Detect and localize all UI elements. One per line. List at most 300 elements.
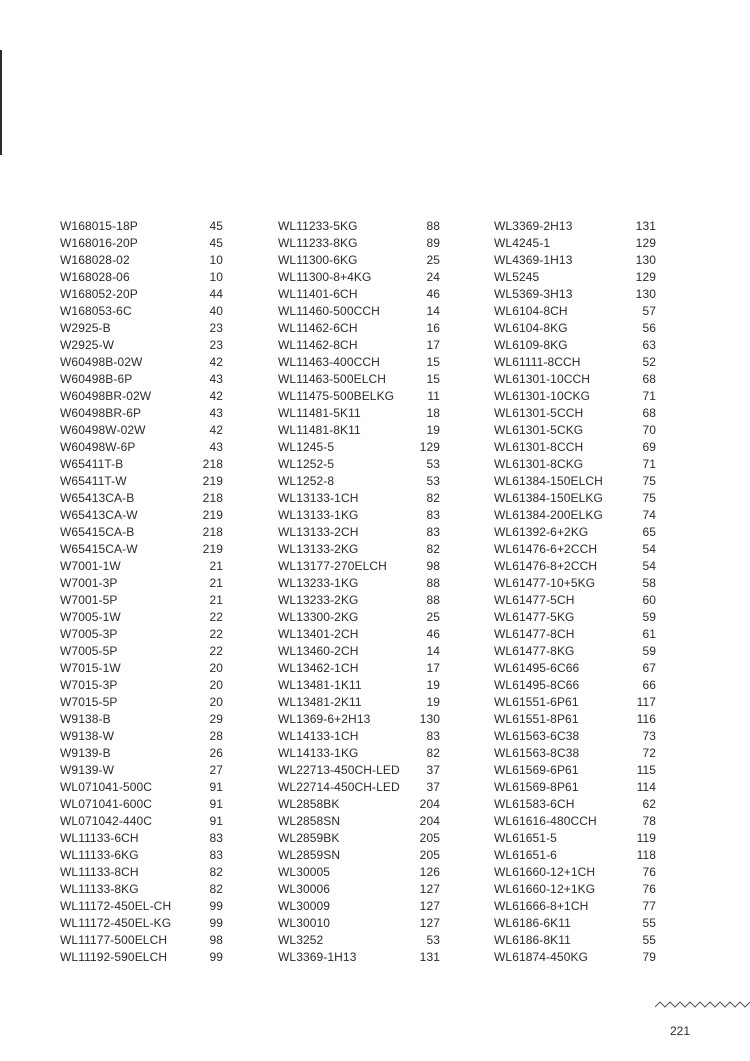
entry-page: 24 <box>426 270 440 284</box>
index-entry <box>494 609 656 626</box>
entry-page: 218 <box>202 457 223 471</box>
page-number: 221 <box>670 1024 691 1038</box>
entry-code: W2925-W <box>60 338 115 352</box>
index-entry <box>278 626 440 643</box>
entry-code: WL11401-6CH <box>278 287 358 301</box>
entry-page: 89 <box>426 236 440 250</box>
index-entry <box>494 898 656 915</box>
index-entry <box>494 252 656 269</box>
entry-page: 205 <box>419 831 440 845</box>
entry-page: 17 <box>426 338 440 352</box>
index-entry <box>494 592 656 609</box>
entry-page: 16 <box>426 321 440 335</box>
index-entry <box>278 473 440 490</box>
entry-code: W60498BR-6P <box>60 406 142 420</box>
entry-code: WL61569-8P61 <box>494 780 579 794</box>
index-entry <box>278 864 440 881</box>
entry-page: 42 <box>209 355 223 369</box>
entry-code: WL1252-5 <box>278 457 335 471</box>
entry-page: 21 <box>209 559 223 573</box>
entry-code: WL3369-2H13 <box>494 219 573 233</box>
index-entry <box>278 252 440 269</box>
entry-code: WL13133-2CH <box>278 525 359 539</box>
entry-code: WL2858SN <box>278 814 341 828</box>
entry-code: WL11172-450EL-CH <box>60 899 172 913</box>
entry-page: 59 <box>642 644 656 658</box>
entry-code: WL61301-5CKG <box>494 423 584 437</box>
entry-page: 69 <box>642 440 656 454</box>
entry-page: 82 <box>426 746 440 760</box>
entry-code: WL61477-8KG <box>494 644 575 658</box>
entry-code: WL071041-600C <box>60 797 153 811</box>
entry-code: W65415CA-B <box>60 525 135 539</box>
entry-page: 59 <box>642 610 656 624</box>
entry-page: 82 <box>209 882 223 896</box>
index-entry <box>494 405 656 422</box>
entry-page: 126 <box>419 865 440 879</box>
entry-code: WL14133-1KG <box>278 746 359 760</box>
entry-page: 74 <box>642 508 656 522</box>
entry-page: 218 <box>202 491 223 505</box>
entry-page: 68 <box>642 406 656 420</box>
index-entry <box>494 371 656 388</box>
entry-code: WL61569-6P61 <box>494 763 579 777</box>
entry-code: WL13133-1CH <box>278 491 359 505</box>
index-entry <box>60 524 223 541</box>
entry-code: WL4245-1 <box>494 236 551 250</box>
entry-code: WL61477-8CH <box>494 627 575 641</box>
index-entry <box>494 354 656 371</box>
entry-page: 130 <box>635 287 656 301</box>
entry-page: 72 <box>642 746 656 760</box>
entry-page: 78 <box>642 814 656 828</box>
entry-page: 75 <box>642 491 656 505</box>
index-entry <box>278 898 440 915</box>
entry-code: WL61495-8C66 <box>494 678 580 692</box>
entry-code: WL11300-8+4KG <box>278 270 372 284</box>
entry-page: 23 <box>209 321 223 335</box>
entry-page: 82 <box>426 542 440 556</box>
index-entry <box>278 524 440 541</box>
index-entry <box>494 541 656 558</box>
entry-code: WL61384-200ELKG <box>494 508 603 522</box>
entry-code: WL61301-8CCH <box>494 440 584 454</box>
index-entry <box>278 388 440 405</box>
index-entry <box>60 473 223 490</box>
entry-page: 82 <box>426 491 440 505</box>
entry-code: WL61660-12+1CH <box>494 865 596 879</box>
index-entry <box>60 796 223 813</box>
entry-page: 19 <box>426 678 440 692</box>
index-entry <box>278 371 440 388</box>
entry-code: WL61651-5 <box>494 831 557 845</box>
entry-code: WL3252 <box>278 933 324 947</box>
entry-code: W65413CA-W <box>60 508 138 522</box>
entry-code: WL61476-6+2CCH <box>494 542 598 556</box>
entry-page: 88 <box>426 593 440 607</box>
index-entry <box>60 915 223 932</box>
entry-page: 91 <box>209 780 223 794</box>
entry-page: 66 <box>642 678 656 692</box>
index-entry <box>278 337 440 354</box>
entry-code: WL6109-8KG <box>494 338 568 352</box>
entry-page: 58 <box>642 576 656 590</box>
entry-page: 205 <box>419 848 440 862</box>
index-entry <box>60 371 223 388</box>
entry-code: WL11462-8CH <box>278 338 358 352</box>
index-entry <box>60 303 223 320</box>
entry-code: W168052-20P <box>60 287 138 301</box>
entry-code: WL11233-8KG <box>278 236 358 250</box>
entry-code: W168015-18P <box>60 219 138 233</box>
entry-page: 204 <box>419 797 440 811</box>
entry-page: 10 <box>209 270 223 284</box>
index-entry <box>278 660 440 677</box>
index-entry <box>60 813 223 830</box>
index-entry <box>494 507 656 524</box>
entry-code: WL2859SN <box>278 848 341 862</box>
entry-code: W65415CA-W <box>60 542 138 556</box>
entry-code: WL30006 <box>278 882 331 896</box>
entry-page: 43 <box>209 406 223 420</box>
entry-page: 25 <box>426 253 440 267</box>
entry-page: 79 <box>642 950 656 964</box>
index-entry <box>60 541 223 558</box>
entry-code: W60498W-6P <box>60 440 136 454</box>
entry-page: 14 <box>426 644 440 658</box>
index-entry <box>494 286 656 303</box>
index-entry <box>60 779 223 796</box>
entry-page: 119 <box>636 831 656 845</box>
index-entry <box>278 456 440 473</box>
index-entry <box>278 405 440 422</box>
index-entry <box>494 235 656 252</box>
entry-code: W168053-6C <box>60 304 132 318</box>
entry-code: WL2859BK <box>278 831 340 845</box>
index-entry <box>278 745 440 762</box>
entry-code: WL11481-8K11 <box>278 423 361 437</box>
entry-code: WL61111-8CCH <box>494 355 581 369</box>
entry-code: W7015-1W <box>60 661 121 675</box>
entry-page: 19 <box>426 695 440 709</box>
entry-code: W7015-3P <box>60 678 118 692</box>
entry-page: 127 <box>419 882 440 896</box>
entry-page: 71 <box>642 457 656 471</box>
entry-page: 42 <box>209 389 223 403</box>
index-entry <box>278 558 440 575</box>
entry-code: WL61666-8+1CH <box>494 899 589 913</box>
entry-code: WL13233-1KG <box>278 576 359 590</box>
index-entry <box>494 643 656 660</box>
entry-code: WL13481-2K11 <box>278 695 362 709</box>
entry-code: WL61563-8C38 <box>494 746 580 760</box>
index-entry <box>60 269 223 286</box>
index-entry <box>60 609 223 626</box>
entry-page: 68 <box>642 372 656 386</box>
entry-code: WL61551-6P61 <box>494 695 579 709</box>
index-entry <box>60 864 223 881</box>
index-entry <box>494 830 656 847</box>
index-entry <box>494 575 656 592</box>
entry-code: WL61651-6 <box>494 848 557 862</box>
entry-page: 22 <box>209 627 223 641</box>
index-entry <box>60 694 223 711</box>
index-entry <box>278 796 440 813</box>
entry-page: 83 <box>209 848 223 862</box>
entry-code: WL1369-6+2H13 <box>278 712 371 726</box>
entry-code: WL11460-500CCH <box>278 304 380 318</box>
index-entry <box>60 626 223 643</box>
index-entry <box>278 286 440 303</box>
entry-code: WL071041-500C <box>60 780 153 794</box>
index-entry <box>494 711 656 728</box>
entry-page: 88 <box>426 219 440 233</box>
index-entry <box>60 439 223 456</box>
entry-code: WL61384-150ELKG <box>494 491 603 505</box>
index-entry <box>60 456 223 473</box>
index-entry <box>278 422 440 439</box>
entry-code: WL11300-6KG <box>278 253 358 267</box>
entry-code: WL61495-6C66 <box>494 661 580 675</box>
index-entry <box>278 915 440 932</box>
entry-page: 11 <box>427 389 440 403</box>
entry-code: WL13300-2KG <box>278 610 359 624</box>
entry-code: WL1245-5 <box>278 440 335 454</box>
entry-page: 219 <box>202 474 223 488</box>
index-entry <box>278 609 440 626</box>
index-entry <box>278 575 440 592</box>
entry-code: WL13177-270ELCH <box>278 559 387 573</box>
index-entry <box>494 422 656 439</box>
entry-page: 43 <box>209 372 223 386</box>
index-entry <box>494 303 656 320</box>
entry-code: WL13133-2KG <box>278 542 359 556</box>
entry-page: 56 <box>642 321 656 335</box>
index-entry <box>60 218 223 235</box>
index-entry <box>278 320 440 337</box>
index-entry <box>494 337 656 354</box>
index-entry <box>60 490 223 507</box>
entry-code: WL6186-8K11 <box>494 933 571 947</box>
entry-page: 23 <box>209 338 223 352</box>
index-entry <box>60 286 223 303</box>
entry-code: WL11463-500ELCH <box>278 372 387 386</box>
entry-code: WL61477-5CH <box>494 593 575 607</box>
index-entry <box>278 490 440 507</box>
entry-page: 40 <box>209 304 223 318</box>
entry-code: WL61301-10CKG <box>494 389 591 403</box>
entry-page: 118 <box>636 848 656 862</box>
index-entry <box>60 422 223 439</box>
index-entry <box>494 694 656 711</box>
entry-page: 10 <box>209 253 223 267</box>
entry-page: 43 <box>209 440 223 454</box>
entry-page: 130 <box>419 712 440 726</box>
entry-page: 131 <box>419 950 440 964</box>
entry-page: 129 <box>419 440 440 454</box>
entry-page: 88 <box>426 576 440 590</box>
entry-code: W7001-5P <box>60 593 118 607</box>
index-entry <box>494 269 656 286</box>
entry-page: 19 <box>426 423 440 437</box>
entry-page: 73 <box>642 729 656 743</box>
entry-code: WL61563-6C38 <box>494 729 580 743</box>
index-entry <box>494 881 656 898</box>
entry-code: WL11462-6CH <box>278 321 358 335</box>
entry-code: W60498B-6P <box>60 372 133 386</box>
entry-page: 117 <box>636 695 656 709</box>
entry-page: 15 <box>426 372 440 386</box>
index-column-2 <box>278 218 440 966</box>
entry-code: W168028-06 <box>60 270 130 284</box>
entry-page: 18 <box>426 406 440 420</box>
entry-code: WL13233-2KG <box>278 593 359 607</box>
index-entry <box>494 320 656 337</box>
index-entry <box>60 252 223 269</box>
entry-page: 55 <box>642 933 656 947</box>
index-entry <box>60 405 223 422</box>
entry-page: 25 <box>426 610 440 624</box>
index-column-3 <box>494 218 656 966</box>
index-entry <box>60 898 223 915</box>
entry-page: 54 <box>642 559 656 573</box>
entry-page: 99 <box>209 916 223 930</box>
entry-page: 91 <box>209 814 223 828</box>
entry-page: 53 <box>426 474 440 488</box>
index-entry <box>60 558 223 575</box>
index-entry <box>60 847 223 864</box>
entry-code: WL11463-400CCH <box>278 355 380 369</box>
entry-code: W9138-B <box>60 712 111 726</box>
index-column-1 <box>60 218 223 966</box>
index-entry <box>278 592 440 609</box>
entry-code: WL30009 <box>278 899 331 913</box>
entry-code: WL11172-450EL-KG <box>60 916 172 930</box>
entry-code: W7001-1W <box>60 559 121 573</box>
entry-code: W65411T-B <box>60 457 124 471</box>
entry-page: 75 <box>642 474 656 488</box>
index-entry <box>60 932 223 949</box>
entry-page: 76 <box>642 882 656 896</box>
entry-page: 65 <box>642 525 656 539</box>
entry-page: 17 <box>426 661 440 675</box>
index-entry <box>278 813 440 830</box>
index-entry <box>60 660 223 677</box>
index-entry <box>494 762 656 779</box>
entry-page: 127 <box>419 916 440 930</box>
index-entry <box>278 541 440 558</box>
index-entry <box>494 558 656 575</box>
entry-code: WL6104-8KG <box>494 321 568 335</box>
index-entry <box>494 728 656 745</box>
entry-page: 55 <box>642 916 656 930</box>
entry-page: 116 <box>636 712 656 726</box>
entry-code: WL14133-1CH <box>278 729 359 743</box>
entry-page: 20 <box>209 661 223 675</box>
index-entry <box>278 643 440 660</box>
entry-page: 53 <box>426 933 440 947</box>
index-entry <box>494 932 656 949</box>
index-entry <box>278 354 440 371</box>
index-entry <box>494 473 656 490</box>
index-entry <box>278 847 440 864</box>
index-entry <box>60 677 223 694</box>
entry-page: 21 <box>209 593 223 607</box>
entry-code: WL61477-5KG <box>494 610 575 624</box>
entry-page: 130 <box>635 253 656 267</box>
entry-code: W9138-W <box>60 729 115 743</box>
index-entry <box>278 762 440 779</box>
entry-page: 114 <box>636 780 656 794</box>
index-entry <box>60 728 223 745</box>
entry-code: WL11133-6KG <box>60 848 139 862</box>
index-entry <box>60 745 223 762</box>
index-entry <box>494 490 656 507</box>
zigzag-ornament <box>655 1000 750 1010</box>
entry-page: 27 <box>209 763 223 777</box>
index-entry <box>60 711 223 728</box>
entry-code: WL11133-6CH <box>60 831 139 845</box>
entry-page: 22 <box>209 610 223 624</box>
entry-page: 60 <box>642 593 656 607</box>
entry-code: WL6186-6K11 <box>494 916 571 930</box>
entry-page: 127 <box>419 899 440 913</box>
entry-page: 83 <box>426 525 440 539</box>
entry-page: 22 <box>209 644 223 658</box>
index-entry <box>494 813 656 830</box>
index-entry <box>278 728 440 745</box>
entry-page: 45 <box>209 219 223 233</box>
index-entry <box>60 354 223 371</box>
index-entry <box>60 881 223 898</box>
index-entry <box>278 303 440 320</box>
entry-page: 204 <box>419 814 440 828</box>
index-entry <box>60 592 223 609</box>
entry-code: W60498B-02W <box>60 355 143 369</box>
entry-page: 61 <box>642 627 656 641</box>
entry-code: WL61660-12+1KG <box>494 882 596 896</box>
entry-page: 57 <box>642 304 656 318</box>
index-entry <box>60 235 223 252</box>
index-entry <box>60 762 223 779</box>
entry-page: 62 <box>642 797 656 811</box>
entry-page: 70 <box>642 423 656 437</box>
entry-code: WL4369-1H13 <box>494 253 573 267</box>
entry-code: W9139-B <box>60 746 111 760</box>
entry-page: 71 <box>642 389 656 403</box>
entry-page: 26 <box>209 746 223 760</box>
entry-page: 82 <box>209 865 223 879</box>
index-entry <box>278 949 440 966</box>
index-entry <box>494 677 656 694</box>
entry-code: W60498W-02W <box>60 423 146 437</box>
entry-code: W65413CA-B <box>60 491 135 505</box>
entry-page: 76 <box>642 865 656 879</box>
entry-code: W2925-B <box>60 321 111 335</box>
index-entry <box>494 439 656 456</box>
entry-page: 46 <box>426 627 440 641</box>
entry-page: 83 <box>426 729 440 743</box>
entry-code: WL22713-450CH-LED <box>278 763 400 777</box>
entry-page: 129 <box>635 236 656 250</box>
index-entry <box>60 507 223 524</box>
entry-page: 219 <box>202 508 223 522</box>
index-entry <box>60 337 223 354</box>
entry-page: 53 <box>426 457 440 471</box>
entry-code: WL11475-500BELKG <box>278 389 395 403</box>
entry-code: WL13462-1CH <box>278 661 359 675</box>
index-entry <box>494 779 656 796</box>
